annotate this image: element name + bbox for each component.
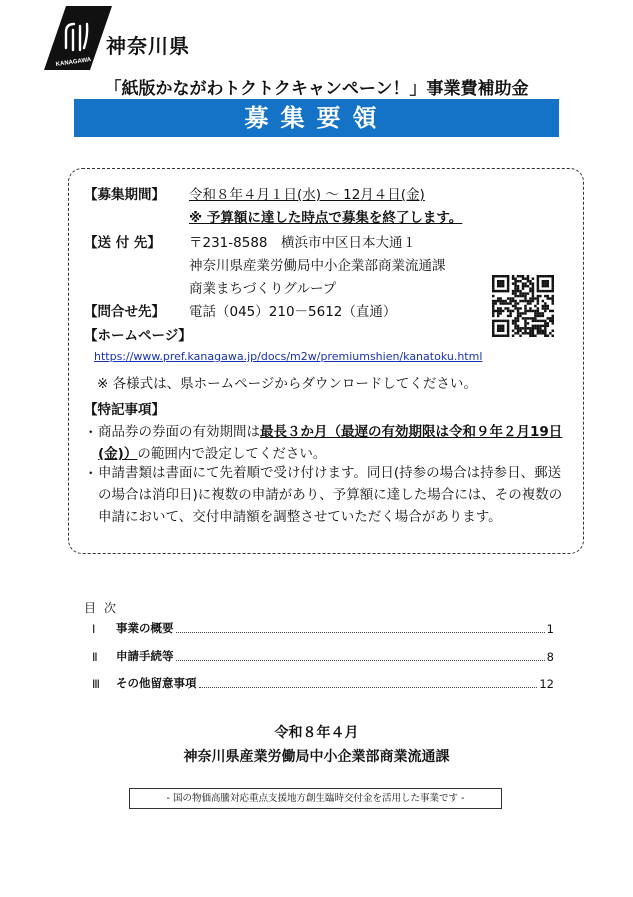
- homepage-link[interactable]: https://www.pref.kanagawa.jp/docs/m2w/premiumshien/kanatoku.html: [94, 350, 483, 363]
- homepage-note: ※ 各様式は、県ホームページからダウンロードしてください。: [97, 376, 477, 392]
- special-note-validity: [98, 421, 568, 465]
- contact-label: 【問合せ先】: [84, 304, 165, 320]
- homepage-label: 【ホームページ】: [84, 328, 192, 344]
- pref-name: 神奈川県: [106, 34, 190, 58]
- period-note: ※ 予算額に達した時点で募集を終了します。: [189, 210, 463, 226]
- toc-leader: [176, 632, 545, 633]
- toc-label: 事業の概要: [116, 621, 174, 635]
- period-value: 令和８年４月１日(水) ～ 12月４日(金): [189, 187, 425, 203]
- title-banner: 募集要領: [74, 99, 559, 137]
- toc-item: [92, 675, 554, 691]
- destination-label: 【送 付 先】: [84, 235, 161, 251]
- toc-page: 12: [539, 677, 554, 691]
- toc-number: Ⅲ: [92, 677, 100, 691]
- special-notes-label: 【特記事項】: [84, 402, 165, 418]
- special-note-application: 申請書類は書面にて先着順で受け付けます。同日(持参の場合は持参日、郵送の場合は消印日)に複数の申請があり、予算額に達した場合には、その複数の申請において、交付申請額を調整させていただく場合があります。: [98, 465, 563, 525]
- toc-label: その他留意事項: [116, 676, 197, 690]
- toc-number: Ⅱ: [92, 650, 98, 664]
- toc-leader: [199, 687, 538, 688]
- funding-note: - 国の物価高騰対応重点支援地方創生臨時交付金を活用した事業です -: [129, 788, 502, 809]
- toc-item: [92, 648, 554, 664]
- main-title: 「紙版かながわトクトクキャンペーン！」事業費補助金: [104, 79, 529, 99]
- bullet-mark: ・: [84, 466, 98, 482]
- logo-text: KANAGAWA: [55, 57, 92, 68]
- destination-group: 商業まちづくりグループ: [189, 281, 337, 297]
- kanagawa-logo: [44, 6, 112, 70]
- toc-leader: [176, 660, 545, 661]
- period-label: 【募集期間】: [84, 187, 165, 203]
- destination-department: 神奈川県産業労働局中小企業部商業流通課: [189, 258, 446, 274]
- toc-label: 申請手続等: [116, 649, 174, 663]
- issue-date: 令和８年４月: [274, 725, 359, 741]
- note-emphasis: 最長３か月（最遅の有効期限は令和９年２月19日(金)）: [98, 424, 563, 462]
- toc-item: [92, 620, 554, 636]
- note-text: の範囲内で設定してください。: [137, 446, 327, 462]
- note-text: 商品券の券面の有効期間は: [98, 424, 260, 440]
- toc-number: Ⅰ: [92, 622, 96, 636]
- bullet-mark: ・: [84, 425, 98, 441]
- contact-phone: 電話（045）210－5612（直通）: [189, 304, 397, 320]
- issuing-department: 神奈川県産業労働局中小企業部商業流通課: [183, 749, 450, 765]
- toc-page: 8: [546, 650, 554, 664]
- toc-title: 目次: [84, 601, 125, 615]
- destination-address: 〒231-8588 横浜市中区日本大通１: [189, 235, 416, 251]
- qr-code-icon: [492, 275, 554, 337]
- toc-page: 1: [546, 622, 554, 636]
